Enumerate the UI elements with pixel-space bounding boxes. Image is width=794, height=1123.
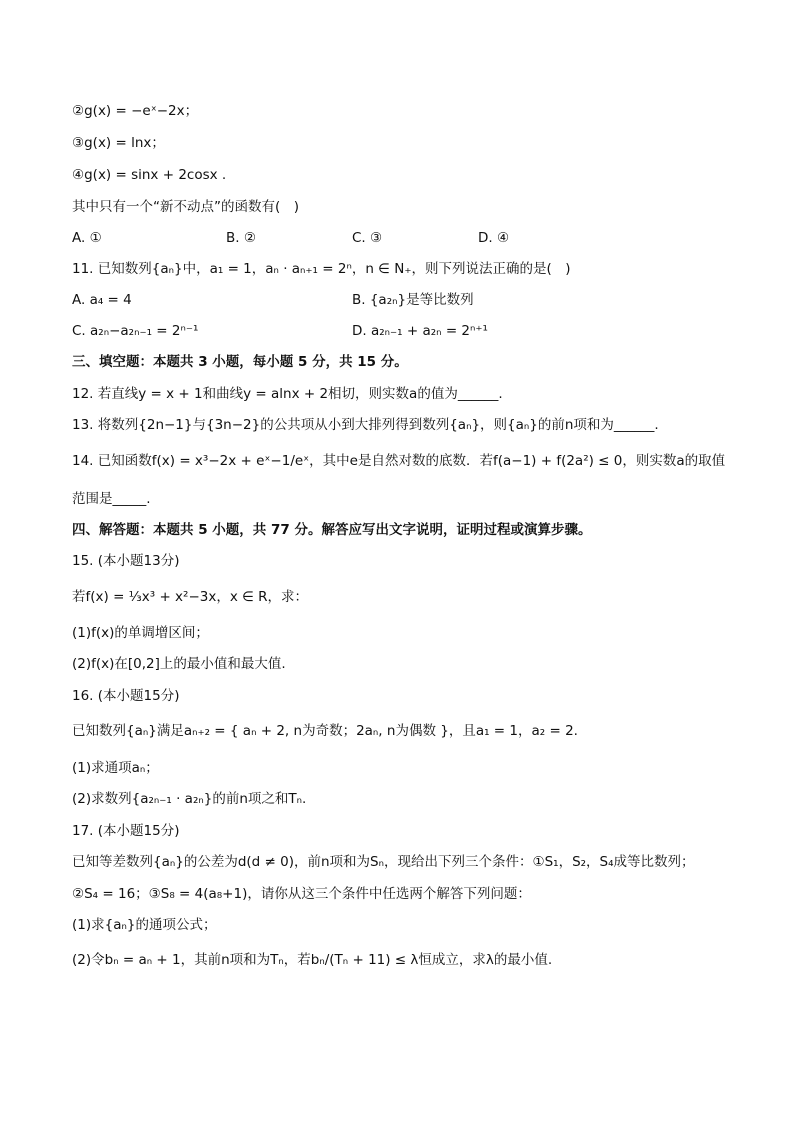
question-17-part-2: (2)令bₙ = aₙ + 1，其前n项和为Tₙ，若bₙ/(Tₙ + 11) ≤ λ恒成立，求λ的最小值. (72, 952, 553, 968)
question-15-header: 15. (本小题13分) (72, 553, 180, 569)
question-10-prompt: 其中只有一个“新不动点”的函数有( ) (72, 199, 300, 215)
question-17-header: 17. (本小题15分) (72, 823, 180, 839)
question-17-stem: 已知等差数列{aₙ}的公差为d(d ≠ 0)，前n项和为Sₙ，现给出下列三个条件：①S₁，S₂，S₄成等比数列； (72, 854, 695, 870)
q11-option-c: C. a₂ₙ−a₂ₙ₋₁ = 2ⁿ⁻¹ (72, 323, 199, 339)
question-17-stem-continued: ②S₄ = 16；③S₈ = 4(a₈+1)，请你从这三个条件中任选两个解答下列问题： (72, 886, 531, 902)
question-12: 12. 若直线y = x + 1和曲线y = alnx + 2相切，则实数a的值为______. (72, 386, 503, 402)
question-15-stem: 若f(x) = ⅓x³ + x²−3x，x ∈ R，求： (72, 589, 309, 605)
q11-option-a: A. a₄ = 4 (72, 292, 132, 308)
question-10-item-2: ②g(x) = −eˣ−2x； (72, 103, 199, 119)
q10-option-a: A. ① (72, 230, 102, 246)
q10-option-c: C. ③ (352, 230, 383, 246)
question-16-stem: 已知数列{aₙ}满足aₙ₊₂ = { aₙ + 2, n为奇数；2aₙ, n为偶数 }，且a₁ = 1，a₂ = 2. (72, 723, 578, 739)
section-4-heading: 四、解答题：本题共 5 小题，共 77 分。解答应写出文字说明，证明过程或演算步骤。 (72, 522, 592, 538)
question-14: 14. 已知函数f(x) = x³−2x + eˣ−1/eˣ，其中e是自然对数的底数．若f(a−1) + f(2a²) ≤ 0，则实数a的取值 (72, 453, 726, 469)
question-15-part-1: (1)f(x)的单调增区间； (72, 625, 209, 641)
section-3-heading: 三、填空题：本题共 3 小题，每小题 5 分，共 15 分。 (72, 354, 408, 370)
q11-option-d: D. a₂ₙ₋₁ + a₂ₙ = 2ⁿ⁺¹ (352, 323, 488, 339)
q10-option-b: B. ② (226, 230, 256, 246)
question-11: 11. 已知数列{aₙ}中，a₁ = 1，aₙ · aₙ₊₁ = 2ⁿ，n ∈ N₊，则下列说法正确的是( ) (72, 261, 571, 277)
question-16-part-2: (2)求数列{a₂ₙ₋₁ · a₂ₙ}的前n项之和Tₙ. (72, 791, 307, 807)
question-14-continued: 范围是_____. (72, 491, 151, 507)
question-16-part-1: (1)求通项aₙ； (72, 760, 159, 776)
question-13: 13. 将数列{2n−1}与{3n−2}的公共项从小到大排列得到数列{aₙ}，则{aₙ}的前n项和为______. (72, 417, 659, 433)
question-15-part-2: (2)f(x)在[0,2]上的最小值和最大值. (72, 656, 286, 672)
question-17-part-1: (1)求{aₙ}的通项公式； (72, 917, 217, 933)
q10-option-d: D. ④ (478, 230, 510, 246)
question-10-item-4: ④g(x) = sinx + 2cosx . (72, 167, 227, 183)
question-10-item-3: ③g(x) = lnx； (72, 135, 165, 151)
q11-option-b: B. {a₂ₙ}是等比数列 (352, 292, 474, 308)
question-16-header: 16. (本小题15分) (72, 688, 180, 704)
